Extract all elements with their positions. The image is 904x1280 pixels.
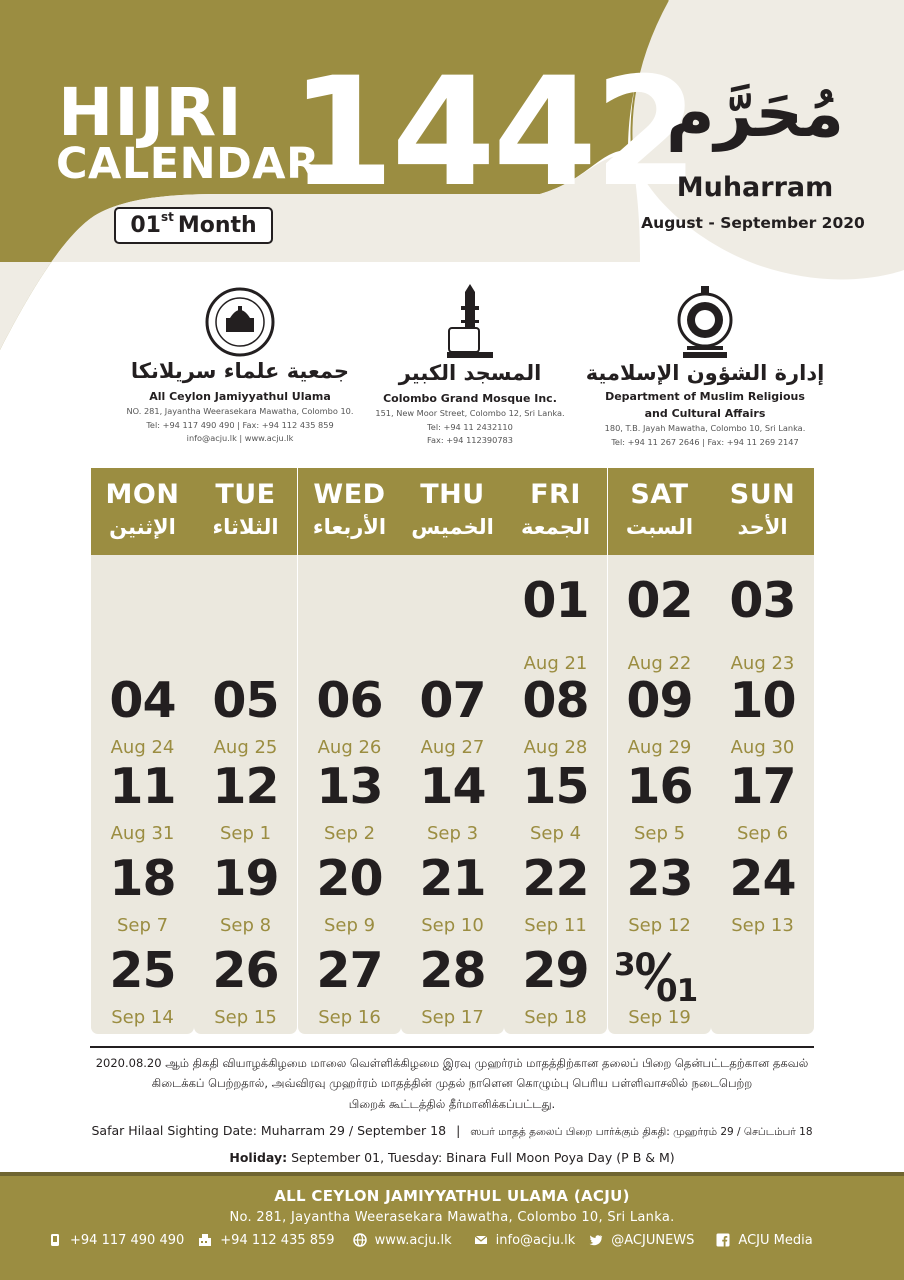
hijri-day-number: 02 [626, 572, 693, 629]
contact-web-text: www.acju.lk [374, 1232, 452, 1248]
day-cell [194, 673, 297, 759]
day-cell [711, 851, 814, 937]
hijri-day-number: 16 [626, 758, 693, 815]
hijri-day-number: 28 [419, 942, 486, 999]
mosque-fax: Fax: +94 112390783 [427, 435, 513, 445]
holiday-line [40, 1150, 864, 1165]
gregorian-date: Aug 22 [627, 653, 692, 674]
month-number: 01 [130, 213, 161, 238]
hijri-day-number: 14 [419, 758, 486, 815]
day-cell [91, 851, 194, 937]
hijri-day-number [608, 943, 711, 1009]
mosque-minaret-icon [445, 284, 495, 360]
day-header-thu [401, 468, 504, 555]
hijri-day-number: 11 [109, 758, 176, 815]
footer-org-name: ALL CEYLON JAMIYYATHUL ULAMA (ACJU) [274, 1187, 630, 1205]
day-cell [91, 759, 194, 845]
phone-icon [48, 1233, 62, 1247]
hijri-day-number: 29 [522, 942, 589, 999]
month-word: Month [177, 213, 257, 238]
gregorian-date: Sep 18 [524, 1007, 587, 1028]
affairs-address: 180, T.B. Jayah Mawatha, Colombo 10, Sri Lanka. [604, 423, 806, 433]
gregorian-date: Sep 13 [731, 915, 794, 936]
hijri-day-number-part: 01 [656, 973, 698, 1009]
day-header-fri [504, 468, 607, 555]
gregorian-date: Aug 30 [730, 737, 795, 758]
acju-arabic-name: جمعية علماء سريلانكا [130, 359, 350, 383]
day-name-ar: السبت [625, 515, 694, 539]
gregorian-date: Aug 26 [317, 737, 382, 758]
day-cell [298, 673, 401, 759]
affairs-phone: Tel: +94 11 267 2646 | Fax: +94 11 269 2147 [611, 436, 799, 447]
hijri-day-number: 03 [729, 572, 796, 629]
month-badge [114, 207, 273, 244]
day-cell [298, 851, 401, 937]
contact-fax-text: +94 112 435 859 [220, 1232, 335, 1248]
day-name-ar: الأحد [737, 515, 788, 539]
calendar-title: CALENDAR [56, 139, 320, 189]
gregorian-date: Aug 21 [523, 653, 588, 674]
hijri-day-number: 04 [109, 672, 176, 729]
day-cell [91, 943, 194, 1029]
contact-email[interactable] [474, 1233, 576, 1248]
hijri-day-number: 15 [522, 758, 589, 815]
day-cell [504, 759, 607, 845]
contact-fax[interactable] [198, 1233, 334, 1248]
contact-email-text: info@acju.lk [495, 1232, 576, 1248]
gregorian-date: Aug 29 [627, 737, 692, 758]
fax-icon [198, 1233, 212, 1247]
day-name-ar: الإثنين [109, 515, 176, 539]
day-header-sat [608, 468, 711, 555]
holiday-label: Holiday: [229, 1150, 288, 1165]
hijri-day-number: 26 [212, 942, 279, 999]
twitter-icon [589, 1233, 603, 1247]
day-name-en: WED [313, 479, 386, 510]
safar-sighting-line [40, 1123, 864, 1139]
tamil-note-line-3: பிறைக் கூட்டத்தில் தீர்மானிக்கப்பட்டது. [348, 1097, 556, 1111]
hijri-day-number: 23 [626, 850, 693, 907]
footer-address: No. 281, Jayantha Weerasekara Mawatha, Colombo 10, Sri Lanka. [229, 1210, 675, 1225]
contact-facebook-text: ACJU Media [738, 1232, 813, 1248]
day-cell [608, 673, 711, 759]
day-cell [504, 573, 607, 675]
day-name-ar: الثلاثاء [212, 515, 279, 539]
gregorian-date: Aug 23 [730, 653, 795, 674]
hijri-day-number: 05 [212, 672, 279, 729]
day-name-ar: الجمعة [521, 515, 590, 539]
hijri-day-number: 21 [419, 850, 486, 907]
day-cell [608, 851, 711, 937]
mail-icon [474, 1233, 488, 1247]
notes-divider [90, 1046, 814, 1048]
month-name: Muharram [676, 172, 834, 203]
month-suffix: st [160, 209, 174, 224]
acju-name: All Ceylon Jamiyyathul Ulama [149, 390, 331, 403]
gregorian-date: Sep 9 [323, 915, 376, 936]
hijri-year: 1442 [290, 46, 696, 220]
day-cell [711, 673, 814, 759]
globe-icon [353, 1233, 367, 1247]
day-cell [608, 943, 711, 1029]
day-cell [711, 573, 814, 675]
day-name-en: SAT [630, 479, 689, 510]
safar-sighting-ta: ஸபர் மாதத் தலைப் பிறை பார்க்கும் திகதி: முஹர்ரம் 29 / செப்டம்பர் 18 [470, 1126, 813, 1138]
org-acju [120, 286, 360, 446]
org-grand-mosque [350, 284, 590, 448]
day-cell [401, 673, 504, 759]
gregorian-date: Sep 5 [633, 823, 686, 844]
gregorian-date: Aug 31 [110, 823, 175, 844]
contact-phone-text: +94 117 490 490 [70, 1232, 185, 1248]
gregorian-date: Sep 6 [736, 823, 789, 844]
day-name-ar: الخميس [411, 515, 494, 539]
hijri-day-number: 09 [626, 672, 693, 729]
gregorian-date: Sep 7 [116, 915, 169, 936]
sri-lanka-emblem-icon [677, 284, 733, 360]
day-cell [608, 573, 711, 675]
gregorian-date: Sep 11 [524, 915, 587, 936]
contact-web[interactable] [353, 1233, 452, 1248]
day-column-sun [711, 468, 814, 1034]
gregorian-date: Sep 17 [421, 1007, 484, 1028]
mosque-arabic-name: المسجد الكبير [398, 361, 542, 385]
day-cell [194, 759, 297, 845]
day-column-thu [401, 468, 504, 1034]
footer-contacts [48, 1230, 813, 1250]
affairs-name-line2: and Cultural Affairs [644, 407, 766, 420]
day-name-en: SUN [729, 479, 796, 510]
hijri-day-number: 17 [729, 758, 796, 815]
gregorian-date: Sep 10 [421, 915, 484, 936]
gregorian-date: Sep 2 [323, 823, 376, 844]
safar-separator: | [456, 1123, 461, 1138]
mosque-address: 151, New Moor Street, Colombo 12, Sri Lanka. [375, 408, 565, 418]
hijri-day-number: 01 [522, 572, 589, 629]
day-cell [401, 851, 504, 937]
org-muslim-affairs [580, 284, 830, 449]
day-cell [298, 759, 401, 845]
contact-twitter-text: @ACJUNEWS [611, 1232, 695, 1248]
contact-phone[interactable] [48, 1233, 184, 1248]
day-name-en: THU [420, 479, 485, 510]
gregorian-date: Aug 28 [523, 737, 588, 758]
hijri-title: HIJRI [58, 74, 243, 151]
day-cell [504, 943, 607, 1029]
hijri-day-number-part: 30 [614, 947, 656, 983]
gregorian-date: Aug 27 [420, 737, 485, 758]
affairs-arabic-name: إدارة الشؤون الإسلامية [585, 361, 825, 385]
day-cell [194, 851, 297, 937]
hijri-day-number: 19 [212, 850, 279, 907]
day-cell [401, 759, 504, 845]
day-column-fri [504, 468, 607, 1034]
mosque-phone: Tel: +94 11 2432110 [427, 421, 513, 432]
day-name-en: MON [105, 479, 180, 510]
hijri-day-number: 10 [729, 672, 796, 729]
hijri-day-number: 13 [316, 758, 383, 815]
hijri-day-number: 18 [109, 850, 176, 907]
hijri-day-number: 07 [419, 672, 486, 729]
day-column-wed [298, 468, 401, 1034]
safar-sighting-en: Safar Hilaal Sighting Date: Muharram 29 / September 18 [91, 1123, 447, 1138]
contact-twitter[interactable] [589, 1233, 694, 1248]
hijri-day-number: 06 [316, 672, 383, 729]
facebook-icon [716, 1233, 730, 1247]
day-column-mon [91, 468, 194, 1034]
tamil-note-line-1: 2020.08.20 ஆம் திகதி வியாழக்கிழமை மாலை வெள்ளிக்கிழமை இரவு முஹர்ரம் மாதத்திற்கான தலைப் பிறை தென்பட்டதற்கான தகவல் [95, 1056, 809, 1070]
gregorian-date: Aug 25 [213, 737, 278, 758]
holiday-text: September 01, Tuesday: Binara Full Moon Poya Day (P B & M) [287, 1150, 675, 1165]
arabic-month-calligraphy: مُحَرَّم [666, 74, 844, 152]
hijri-day-number: 20 [316, 850, 383, 907]
day-column-tue [194, 468, 297, 1034]
day-cell [298, 943, 401, 1029]
gregorian-date: Sep 8 [219, 915, 272, 936]
tamil-note-line-2: கிடைக்கப் பெற்றதால், அவ்விரவு முஹர்ரம் மாதத்தின் முதல் நாளென கொழும்பு பெரிய பள்ளிவாசலில் நடைபெற்ற [151, 1076, 753, 1090]
hijri-day-number: 22 [522, 850, 589, 907]
hijri-day-number: 24 [729, 850, 796, 907]
acju-web: info@acju.lk | www.acju.lk [186, 433, 294, 443]
hijri-day-number: 08 [522, 672, 589, 729]
hijri-day-number: 12 [212, 758, 279, 815]
day-name-en: FRI [530, 479, 581, 510]
acju-phone: Tel: +94 117 490 490 | Fax: +94 112 435 859 [146, 419, 334, 430]
day-cell [194, 943, 297, 1029]
day-name-en: TUE [215, 479, 276, 510]
gregorian-date: Sep 3 [426, 823, 479, 844]
day-column-sat [608, 468, 711, 1034]
gregorian-date: Sep 1 [219, 823, 272, 844]
gregorian-date: Sep 4 [529, 823, 582, 844]
day-header-sun [711, 468, 814, 555]
gregorian-date: Sep 19 [628, 1007, 691, 1028]
day-cell [608, 759, 711, 845]
gregorian-date: Sep 14 [111, 1007, 174, 1028]
affairs-name-line1: Department of Muslim Religious [605, 390, 805, 403]
acju-seal-icon [204, 286, 276, 358]
day-cell [401, 943, 504, 1029]
gregorian-date: Aug 24 [110, 737, 175, 758]
day-header-mon [91, 468, 194, 555]
day-name-ar: الأربعاء [312, 515, 387, 539]
gregorian-range: August - September 2020 [641, 214, 865, 232]
day-cell [711, 759, 814, 845]
contact-facebook[interactable] [716, 1233, 812, 1248]
gregorian-date: Sep 16 [318, 1007, 381, 1028]
day-cell [504, 673, 607, 759]
hijri-day-number: 25 [109, 942, 176, 999]
gregorian-date: Sep 12 [628, 915, 691, 936]
day-header-tue [194, 468, 297, 555]
mosque-name: Colombo Grand Mosque Inc. [383, 392, 557, 405]
day-cell [504, 851, 607, 937]
day-cell [91, 673, 194, 759]
day-header-wed [298, 468, 401, 555]
hijri-day-number: 27 [316, 942, 383, 999]
acju-address: NO. 281, Jayantha Weerasekara Mawatha, Colombo 10. [126, 406, 354, 416]
gregorian-date: Sep 15 [214, 1007, 277, 1028]
